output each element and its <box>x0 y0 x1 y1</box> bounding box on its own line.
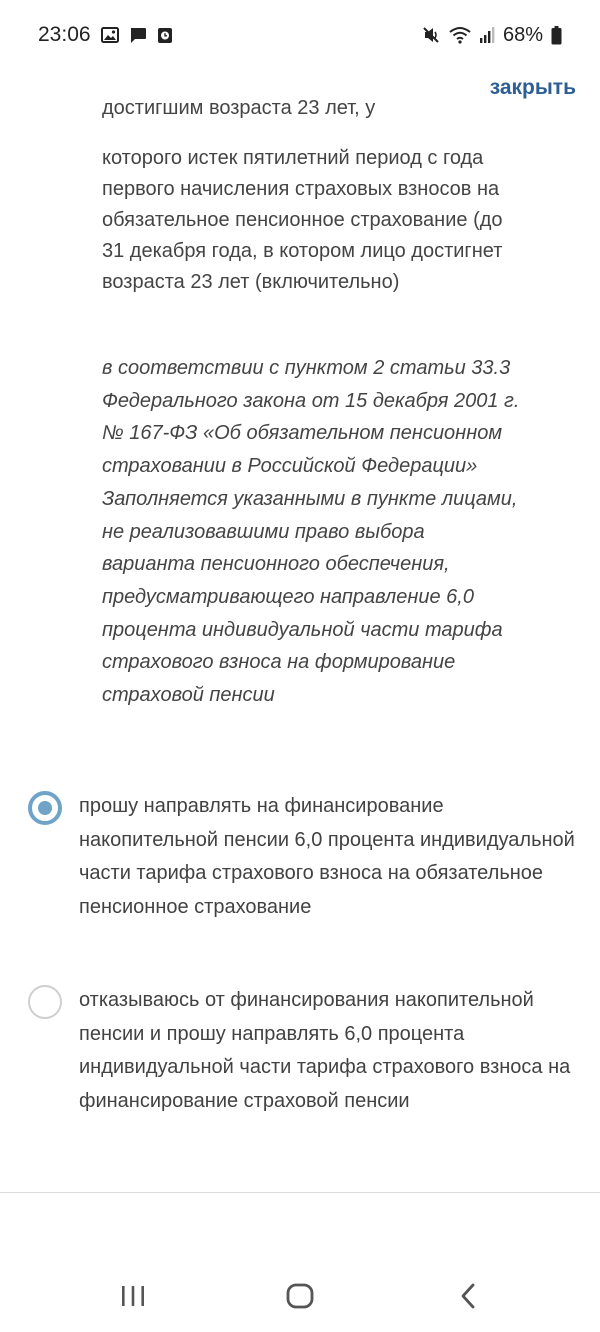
wifi-icon <box>449 26 471 44</box>
navigation-bar <box>0 1262 600 1332</box>
close-button[interactable]: закрыть <box>489 76 576 99</box>
image-icon <box>101 27 119 43</box>
status-right <box>421 24 562 47</box>
back-icon[interactable] <box>456 1276 480 1321</box>
option-label[interactable]: прошу направлять на финансирование накопительной пенсии 6,0 процента индивидуальной части тарифа страхового взноса на обязательное пенсионное страхование <box>79 795 575 918</box>
radio-unselected[interactable] <box>28 985 62 1019</box>
option-label[interactable]: отказываюсь от финансирования накопительной пенсии и прошу направлять 6,0 процента индивидуальной части тарифа страхового взноса на финансирование страховой пенсии <box>79 989 571 1112</box>
signal-icon <box>479 26 495 44</box>
chat-icon <box>129 27 147 44</box>
radio-dot <box>38 801 52 815</box>
battery-percent: 68% <box>502 23 543 46</box>
description-text: которого истек пятилетний период с года первого начисления страховых взносов на обязательное пенсионное страхование (до 31 декабря года, в котором лицо достигнет возраста 23 лет (включительно) <box>102 147 503 293</box>
divider <box>0 1192 600 1193</box>
partial-line: достигшим возраста 23 лет, у <box>102 97 376 119</box>
form-content[interactable] <box>0 97 600 1190</box>
option-refuse-funded-pension[interactable] <box>28 984 588 1118</box>
battery-icon <box>551 26 562 45</box>
mute-icon <box>421 25 441 45</box>
legal-note: в соответствии с пунктом 2 статьи 33.3 Федерального закона от 15 декабря 2001 г. № 167-ФЗ «Об обязательном пенсионном страховании в Российской Федерации» Заполняется указанными в пункте лицами, не реализовавшими право выбора варианта пенсионного обеспечения, предусматривающего направление 6,0 процента индивидуальной части тарифа страхового взноса на формирование страховой пенсии <box>102 357 520 707</box>
home-icon[interactable] <box>284 1276 316 1321</box>
status-left <box>38 23 173 47</box>
option-direct-funded-pension[interactable] <box>28 790 588 924</box>
alarm-icon <box>157 27 173 44</box>
status-time: 23:06 <box>38 23 91 46</box>
recents-icon[interactable] <box>118 1276 148 1321</box>
radio-selected[interactable] <box>28 791 62 825</box>
status-bar <box>0 0 600 70</box>
